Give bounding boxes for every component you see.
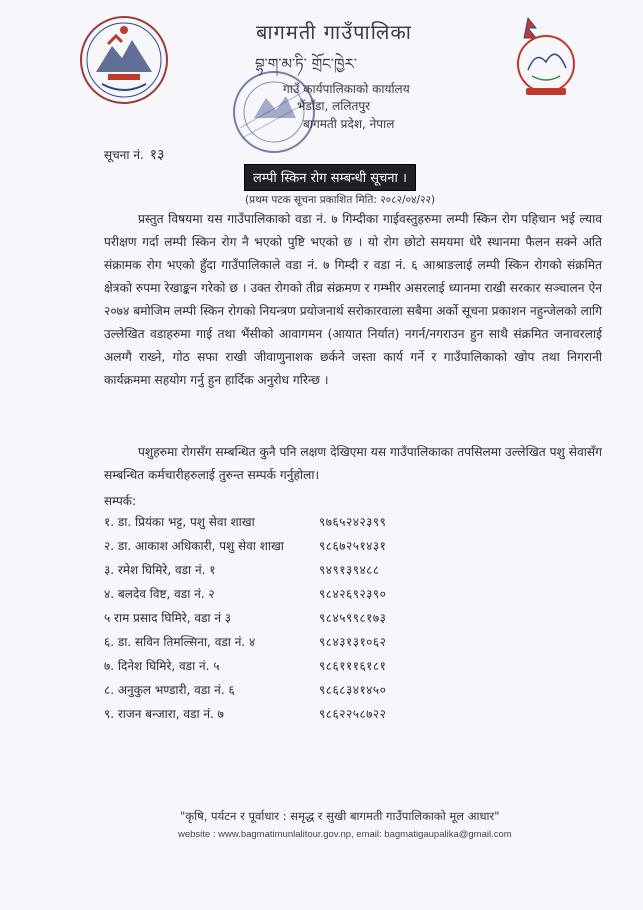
contact-name: ५ राम प्रसाद घिमिरे, वडा नं ३: [104, 611, 232, 625]
contact-name: ३. रमेश घिमिरे, वडा नं. १: [104, 563, 216, 577]
contact-phone: ९७६५२४२३९९: [319, 515, 387, 529]
notice-subtitle: (प्रथम पटक सूचना प्रकाशित मिति: २०८२/०४/२२): [245, 194, 436, 206]
contact-phone: ९४९१३९४८८: [319, 563, 380, 577]
notice-number-label: सूचना नं.: [104, 148, 144, 162]
body-paragraph-1: प्रस्तुत विषयमा यस गाउँपालिकाको वडा नं. ७ गिम्दीका गाईवस्तुहरुमा लम्पी स्किन रोग पहिचान भई ल्याव परीक्षण गर्दा लम्पी स्किन रोग नै भएको पुष्टि भएको छ । यो रोग छोटो समयमा धेरै स्थानमा फैलन सक्ने अति संक्रामक रोग भएको हुँदा गाउँपालिकाले वडा नं. ७ गिम्दी र वडा नं. ६ आश्राङलाई लम्पी स्किन रोगको संक्रमित क्षेत्रको रुपमा रेखाङ्कन गरेको छ । उक्त रोगको तीव्र संक्रमण र गम्भीर असरलाई ध्यानमा राखी सरकार सञ्चालन ऐन २०७४ बमोजिम लम्पी स्किन रोगको नियन्त्रण प्रयोजनार्थ सरोकारवाला सबैमा अर्को सूचना प्रकाशन नहुन्जेलको लागि उल्लेखित वडाहरुमा गाई तथा भैंसीको आवागमन (आयात निर्यात) नगर्न/नगराउन हुन साथै संक्रमित जनावरलाई अलग्गै राख्ने, गोठ सफा राखी जीवाणुनाशक छर्कने जस्ता कार्य गर्ने र गाउँपालिकाको खोप तथा निगरानी कार्यक्रममा सहयोग गर्नु हुन हार्दिक अनुरोध गरिन्छ ।: [104, 212, 603, 387]
notice-number: [104, 145, 164, 164]
contact-row: [104, 655, 534, 679]
office-name: गाउँ कार्यपालिकाको कार्यालय: [283, 82, 410, 96]
contact-name: ९. राजन बन्जारा, वडा नं. ७: [104, 707, 224, 721]
contact-row: [104, 535, 534, 559]
contact-row: [104, 607, 534, 631]
address-line-2: बागमती प्रदेश, नेपाल: [303, 117, 395, 131]
contact-name: ६. डा. सविन तिमल्सिना, वडा नं. ४: [104, 635, 256, 649]
contact-phone: ९८६१११६१८१: [319, 659, 387, 673]
contact-phone: ९८६२२५८७२२: [319, 707, 387, 721]
contact-phone: ९८४२६९२३९०: [319, 587, 387, 601]
contact-phone: ९८४३१३१०६२: [319, 635, 387, 649]
contact-phone: ९८४५९९८१७३: [319, 611, 387, 625]
body-paragraph-2: पशुहरुमा रोगसँग सम्बन्धित कुनै पनि लक्षण देखिएमा यस गाउँपालिकाका तपसिलमा उल्लेखित पशु सेवासँग सम्बन्धित कर्मचारीहरुलाई तुरुन्त सम्पर्क गर्नुहोला।: [104, 445, 602, 482]
contact-row: [104, 631, 534, 655]
contact-label: सम्पर्क:: [104, 494, 137, 508]
contact-row: [104, 679, 534, 703]
contact-phone: ९८६८३४१४५०: [319, 683, 387, 697]
footer-motto: "कृषि, पर्यटन र पूर्वाधार : समृद्ध र सुखी बागमती गाउँपालिकाको मूल आधार": [180, 809, 500, 823]
notice-title: लम्पी स्किन रोग सम्बन्धी सूचना ।: [244, 164, 416, 191]
notice-number-value: १३: [149, 147, 165, 163]
contact-name: ४. बलदेव विष्ट, वडा नं. २: [104, 587, 215, 601]
contact-name: ७. दिनेश घिमिरे, वडा नं. ५: [104, 659, 220, 673]
footer-website: website : www.bagmatimunlalitour.gov.np, email: bagmatigaupalika@gmail.com: [178, 829, 512, 840]
contact-row: [104, 583, 534, 607]
contact-phone: ९८६७२५१४३१: [319, 539, 387, 553]
contact-list: [104, 511, 534, 727]
contact-name: २. डा. आकाश अधिकारी, पशु सेवा शाखा: [104, 539, 284, 553]
contact-row: [104, 703, 534, 727]
contact-row: [104, 559, 534, 583]
municipality-emblem-icon: [514, 14, 578, 100]
contact-row: [104, 511, 534, 535]
contact-name: १. डा. प्रियंका भट्ट, पशु सेवा शाखा: [104, 515, 255, 529]
address-line-1: भैंडाँडा, ललितपुर: [297, 99, 371, 113]
contact-name: ८. अनुकुल भण्डारी, वडा नं. ६: [104, 683, 235, 697]
municipality-title: बागमती गाउँपालिका: [256, 20, 412, 44]
nepal-government-emblem-icon: [78, 14, 170, 106]
municipality-title-tibetan: བྷ་ག་མ་ཏི་ གྲོང་ཁྱེར་: [255, 55, 357, 73]
